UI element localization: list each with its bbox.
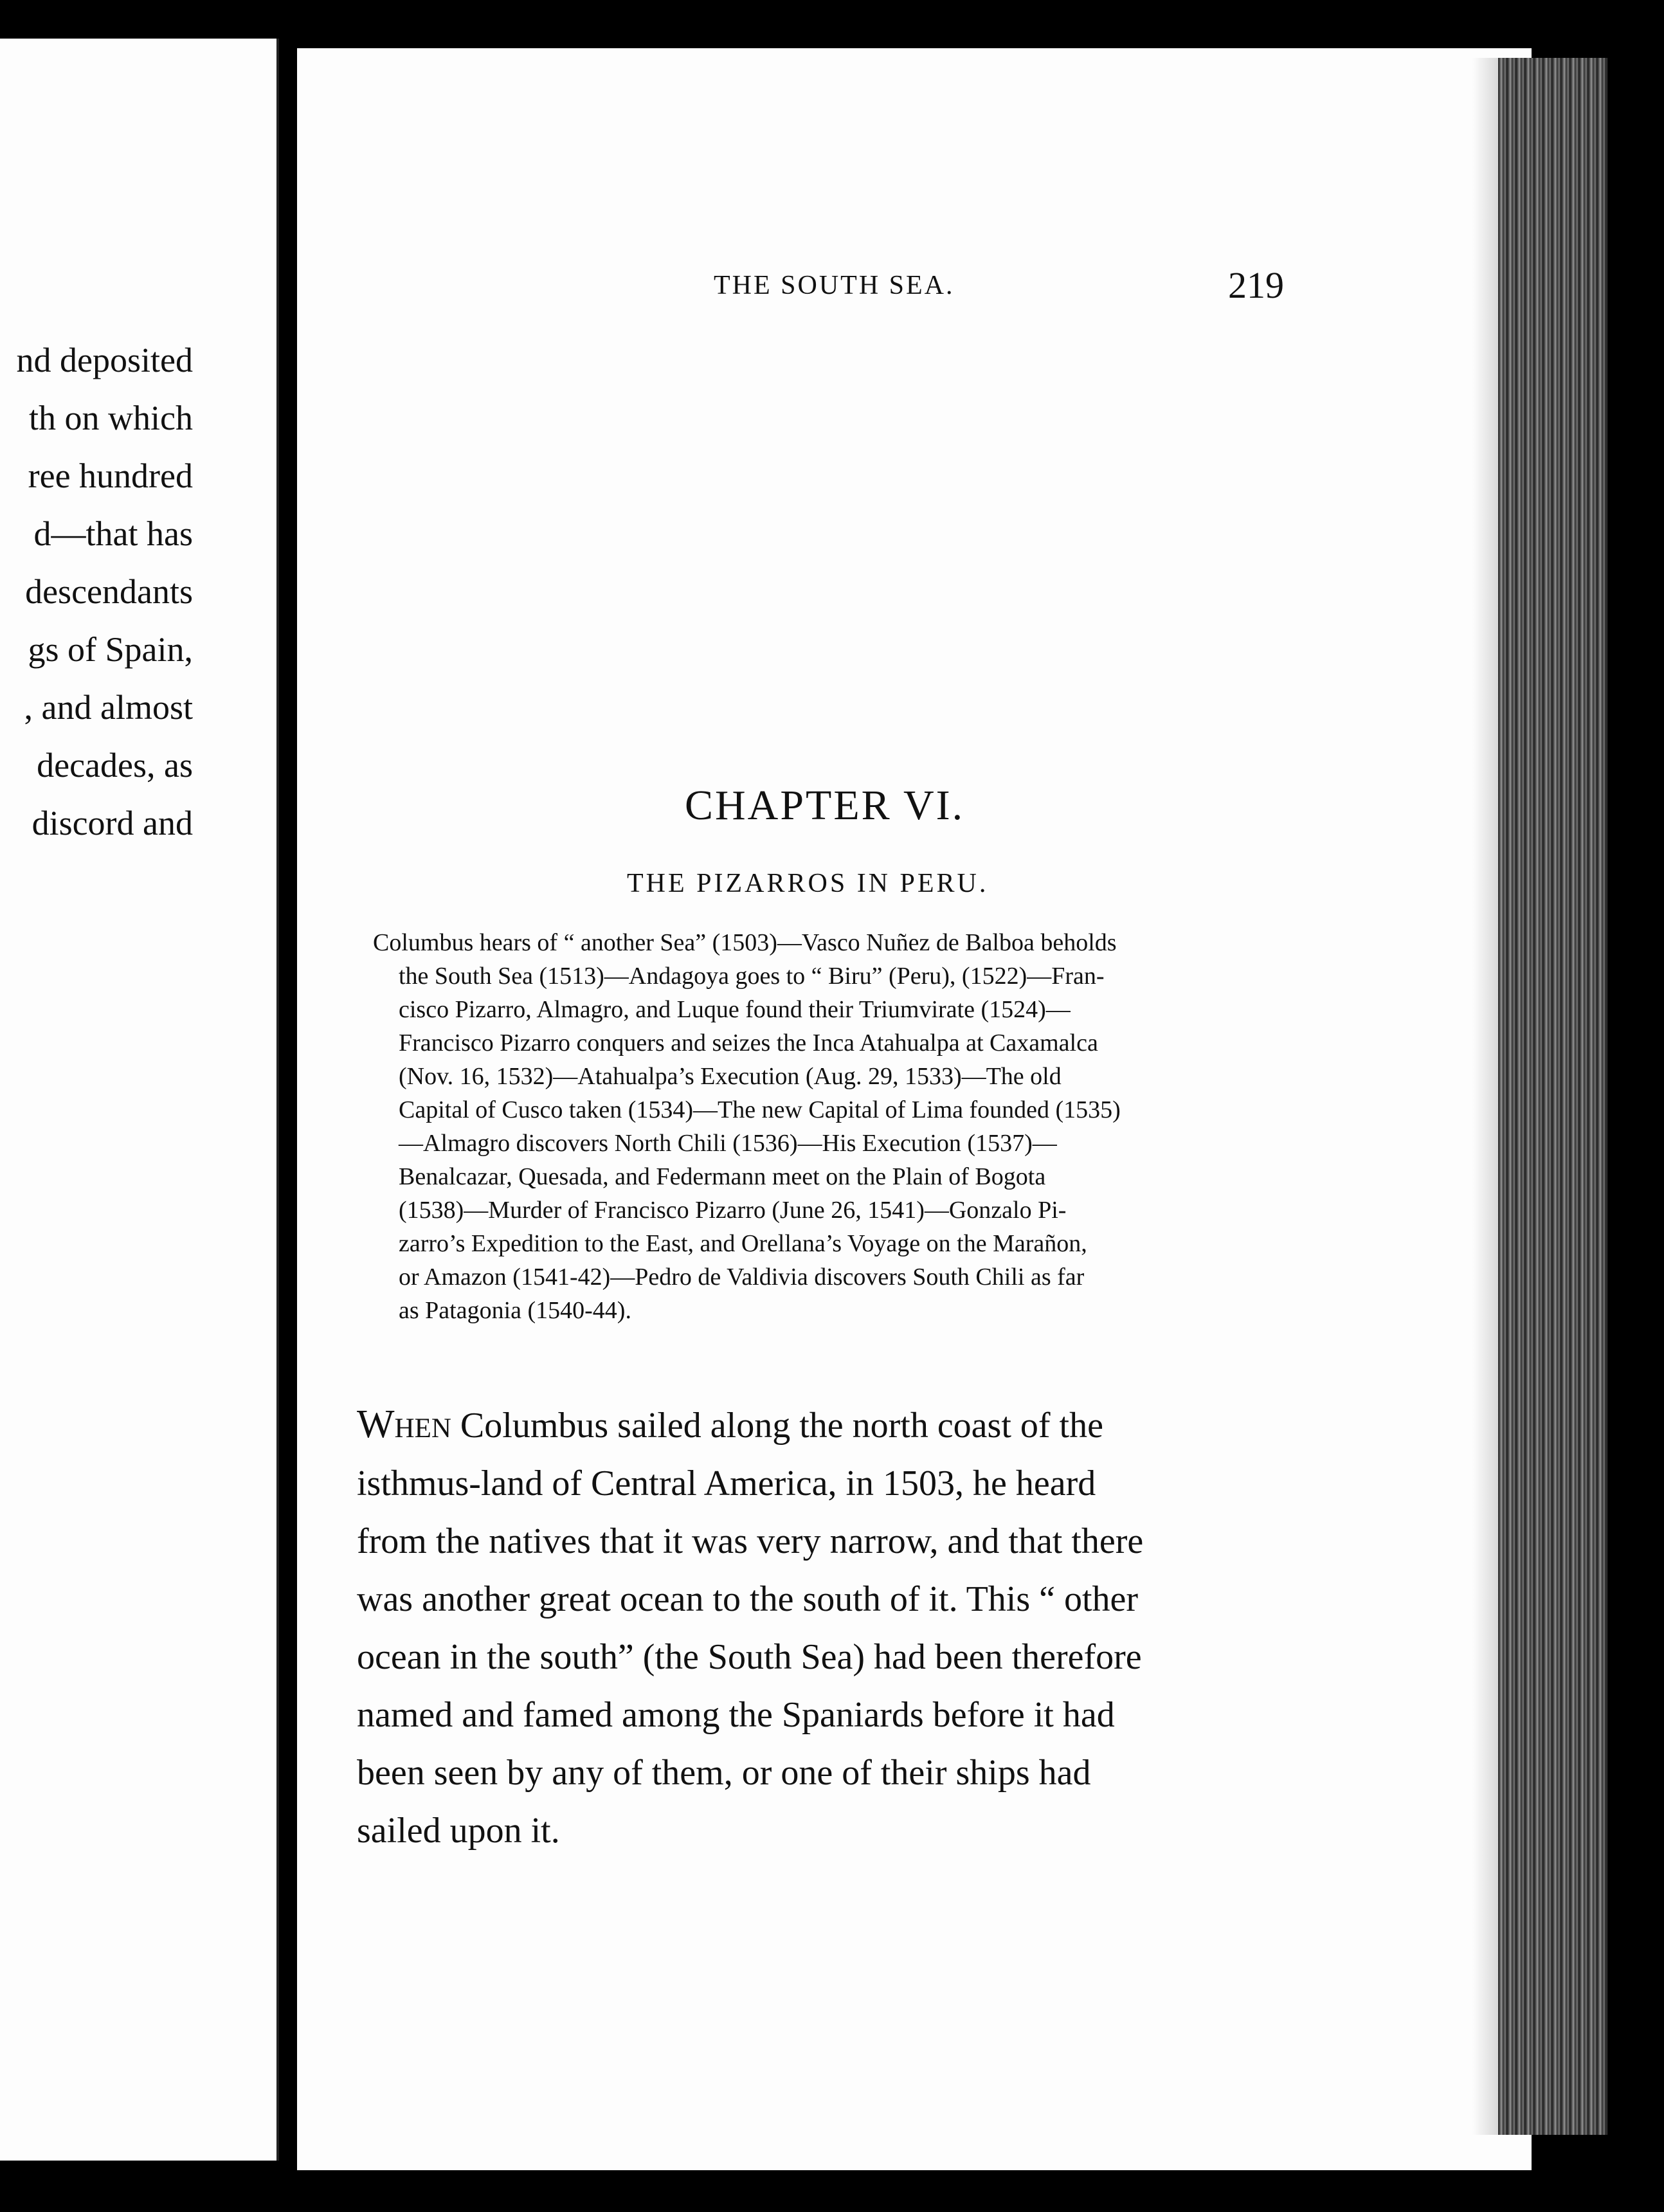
body-line: was another great ocean to the south of it. This “ other (357, 1579, 1139, 1619)
chapter-title: CHAPTER VI. (685, 782, 965, 829)
chapter-subtitle: THE PIZARROS IN PERU. (627, 869, 989, 898)
summary-line: Columbus hears of “ another Sea” (1503)—Vasco Nuñez de Balboa beholds (373, 929, 1117, 956)
body-line: named and famed among the Spaniards before it had (357, 1695, 1115, 1735)
left-page-line: th on which (29, 399, 193, 437)
summary-line: Francisco Pizarro conquers and seizes the Inca Atahualpa at Caxamalca (399, 1029, 1098, 1056)
body-paragraph (357, 1395, 1263, 1860)
summary-line: Capital of Cusco taken (1534)—The new Capital of Lima founded (1535) (399, 1096, 1121, 1123)
summary-line: (1538)—Murder of Francisco Pizarro (June 26, 1541)—Gonzalo Pi- (399, 1197, 1067, 1224)
left-page-line: discord and (32, 804, 193, 842)
body-line: sailed upon it. (357, 1811, 560, 1851)
drop-word: When (357, 1402, 451, 1446)
summary-line: zarro’s Expedition to the East, and Orellana’s Voyage on the Marañon, (399, 1230, 1087, 1257)
body-line (357, 1395, 1263, 1455)
left-page-line: nd deposited (16, 341, 193, 379)
left-page-line: d—that has (33, 514, 193, 553)
body-line: been seen by any of them, or one of their ships had (357, 1753, 1091, 1793)
summary-line: or Amazon (1541-42)—Pedro de Valdivia discovers South Chili as far (399, 1264, 1085, 1291)
summary-line: the South Sea (1513)—Andagoya goes to “ Biru” (Peru), (1522)—Fran- (399, 963, 1105, 990)
left-page (0, 39, 279, 2161)
running-head: THE SOUTH SEA. (714, 271, 955, 300)
body-line: from the natives that it was very narrow, and that there (357, 1521, 1144, 1561)
page-edge-shadow (1472, 58, 1498, 2135)
left-page-line: gs of Spain, (28, 630, 193, 669)
summary-line: as Patagonia (1540-44). (399, 1297, 631, 1324)
summary-line: cisco Pizarro, Almagro, and Luque found their Triumvirate (1524)— (399, 996, 1071, 1023)
body-line: ocean in the south” (the South Sea) had been therefore (357, 1637, 1142, 1677)
page-number: 219 (1228, 264, 1284, 306)
left-page-line: descendants (25, 572, 193, 611)
left-page-line: decades, as (37, 746, 193, 784)
summary-line: —Almagro discovers North Chili (1536)—His Execution (1537)— (399, 1130, 1057, 1157)
body-line-rest: Columbus sailed along the north coast of the (451, 1406, 1103, 1446)
summary-line: (Nov. 16, 1532)—Atahualpa’s Execution (Aug. 29, 1533)—The old (399, 1063, 1062, 1090)
left-page-line: ree hundred (28, 457, 193, 495)
body-line: isthmus-land of Central America, in 1503, he heard (357, 1464, 1096, 1503)
left-page-line: , and almost (24, 688, 193, 727)
book-gutter (279, 39, 297, 2161)
book-page-edges (1498, 58, 1607, 2135)
chapter-summary (373, 926, 1273, 1327)
summary-line: Benalcazar, Quesada, and Federmann meet on the Plain of Bogota (399, 1163, 1046, 1190)
